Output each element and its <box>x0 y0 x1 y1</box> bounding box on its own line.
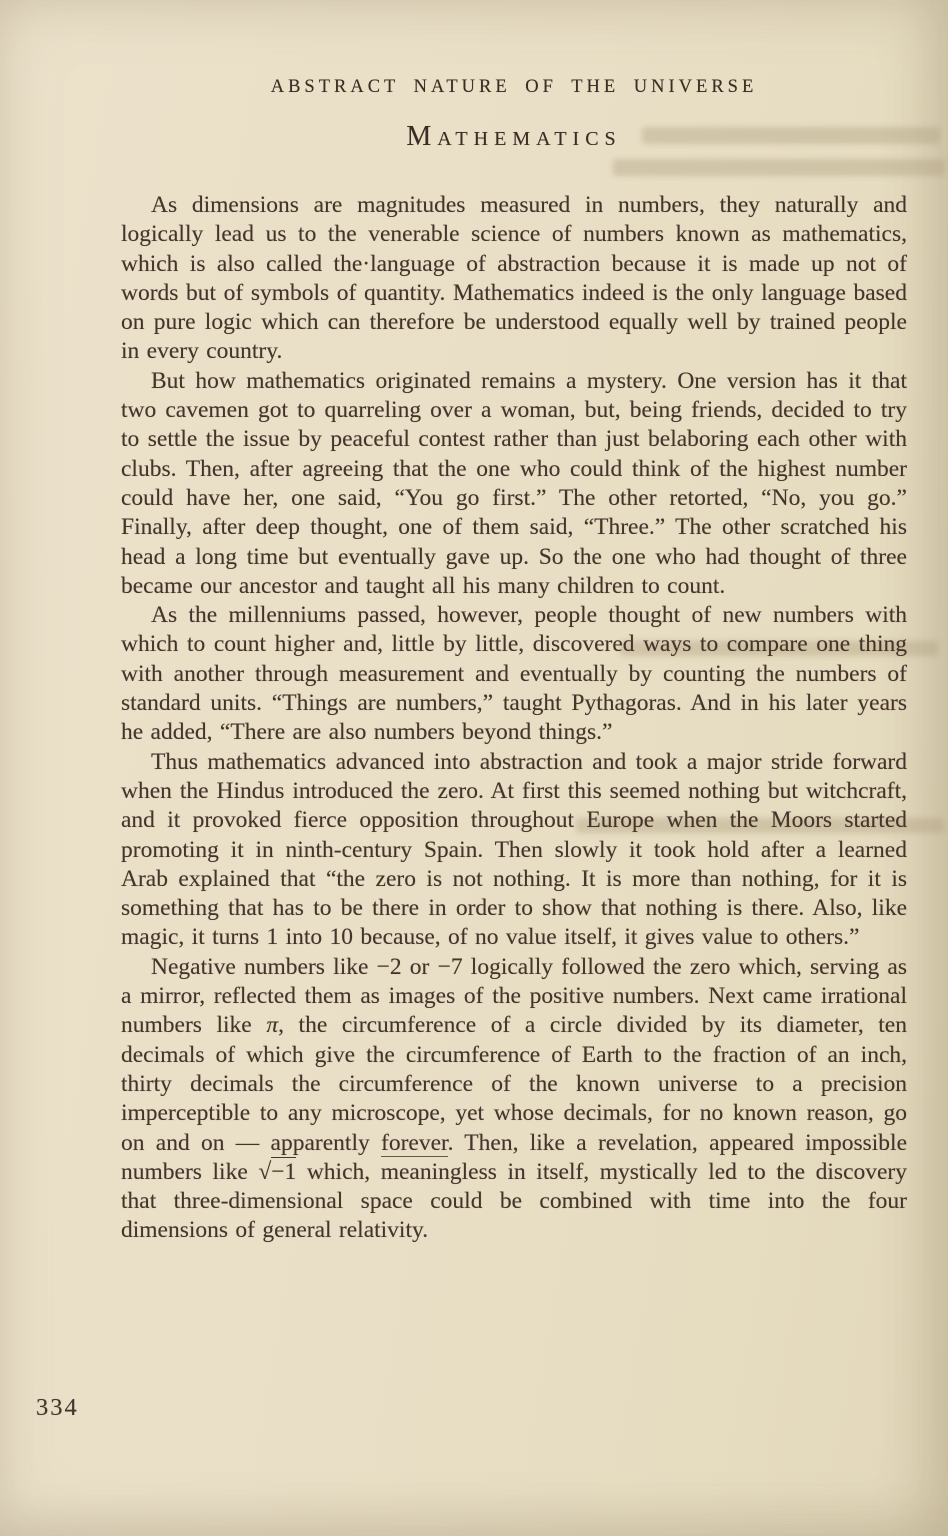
text-run: which, meaningless in itself, mystically led to the discovery that three-dimensional space could be combined with time into the four dimensions of general relativity. <box>121 1158 908 1244</box>
paragraph <box>121 191 907 367</box>
paragraph <box>121 367 907 601</box>
paragraph <box>121 748 907 953</box>
text-run: But how mathematics originated remains a mystery. One version has it that two cavemen got to quarreling over a woman, but, being friends, decided to try to settle the issue by peaceful contest rather than just belaboring each other with clubs. Then, after agreeing that the one who could think of the highest number could have her, one said, “You go first.” The other retorted, “No, you go.” Finally, after deep thought, one of them said, “Three.” The other scratched his head a long time but eventually gave up. So the one who had thought of three became our ancestor and taught all his many children to count. <box>121 367 907 599</box>
underline-run: forever <box>381 1129 448 1156</box>
chapter-title: Mathematics <box>406 121 622 152</box>
radical-run: √−1 <box>258 1158 297 1185</box>
body-text <box>121 191 907 1246</box>
paragraph <box>121 953 907 1246</box>
paragraph <box>121 601 907 747</box>
running-header: ABSTRACT NATURE OF THE UNIVERSE <box>270 77 758 97</box>
bleed-through-artifact <box>613 159 945 176</box>
text-run: As the millenniums passed, however, people thought of new numbers with which to count higher and, little by little, discovered ways to compare one thing with another through measurement and eventually by counting the numbers of standard units. “Things are numbers,” taught Pythagoras. And in his later years he added, “There are also numbers beyond things.” <box>121 602 907 746</box>
text-run: Negative numbers like −2 or −7 logically followed the zero which, serving as a mirror, reflected them as images of the positive numbers. Next came irrational numbers like <box>121 953 907 1039</box>
text-run: Thus mathematics advanced into abstraction and took a major stride forward when the Hindus introduced the zero. At first this seemed nothing but witchcraft, and it provoked fierce opposition throughout Europe when the Moors started promoting it in ninth-century Spain. Then slowly it took hold after a learned Arab explained that “the zero is not nothing. It is more than nothing, for it is something that has to be there in order to show that nothing is there. Also, like magic, it turns 1 into 10 because, of no value itself, it gives value to others.” <box>121 748 907 951</box>
page-number: 334 <box>36 1394 79 1421</box>
text-run: , the circumference of a circle divided by its diameter, ten decimals of which give the circumference of Earth to the fraction of an inch, thirty decimals the circumference of the known universe to a precision imperceptible to any microscope, yet whose decimals, for no known reason, go on and on — apparently <box>121 1012 907 1156</box>
text-run: . Then, like a revelation, appeared impossible numbers like <box>121 1129 907 1185</box>
italic-run: π <box>266 1012 279 1039</box>
text-run: As dimensions are magnitudes measured in numbers, they naturally and logically lead us to the venerable science of numbers known as mathematics, which is also called the·language of abstraction because it is made up not of words but of symbols of quantity. Mathematics indeed is the only language based on pure logic which can therefore be understood equally well by trained people in every country. <box>121 192 907 365</box>
